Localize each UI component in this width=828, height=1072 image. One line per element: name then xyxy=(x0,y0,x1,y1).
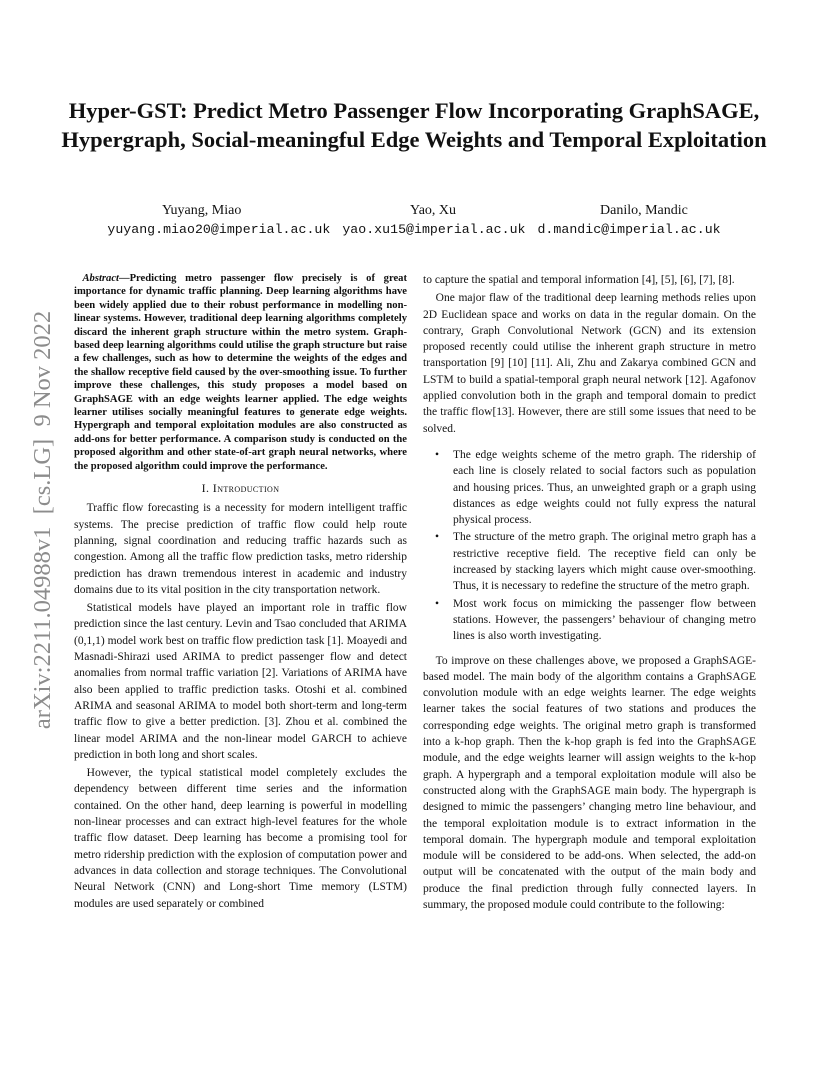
bullet-glyph: • xyxy=(435,597,440,610)
author-email: yuyang.miao20@imperial.ac.uk xyxy=(107,222,331,237)
arxiv-side-stamp xyxy=(10,290,70,750)
author-name: Yuyang, Miao xyxy=(162,203,242,218)
body-paragraph: One major flaw of the traditional deep learning methods relies upon 2D Euclidean space and works on data in the regular domain. On the contrary, Graph Convolutional Network (GCN) and its extension proposed recently could utilise the inherent graph structure in metro transportation [9] [10] [11]. Ali, Zhu and Zakarya combined GCN and LSTM to build a spatial-temporal graph neural network [12]. Agafonov applied convolution both in the graph and temporal domain to predict the traffic flow[13]. However, there are still some issues that need to be solved. xyxy=(423,292,756,435)
bullet-glyph: • xyxy=(435,531,440,544)
author-email: d.mandic@imperial.ac.uk xyxy=(537,222,721,237)
list-item xyxy=(435,596,756,645)
arxiv-stamp-text: arXiv:2211.04988v1 [cs.LG] 9 Nov 2022 xyxy=(29,310,56,730)
section-heading: I. Introduction xyxy=(201,481,280,496)
author-email: yao.xu15@imperial.ac.uk xyxy=(342,222,526,237)
abstract-dash: — xyxy=(118,273,130,284)
body-paragraph: To improve on these challenges above, we proposed a GraphSAGE-based model. The main body of the algorithm contains a GraphSAGE convolution module with an edge weights learner. The edge weights learner takes the social features of two stations and produces the corresponding edge weights. The original metro graph is transformed into a k-hop graph. Then the k-hop graph is fed into the GraphSAGE module, and the edge weights learner will assign weights to the k-hop graph. A hypergraph and a temporal exploitation module will also be constructed along with the GraphSAGE main body. The hypergraph is designed to mimic the passengers’ changing metro line behaviour, and the temporal exploitation module is to extract information in the temporal domain. The hypergraph module and temporal exploitation module will be considered to be add-ons. When selected, the add-on output will be concatenated with the output of the main body and produce the final prediction through fully connected layers. In summary, the proposed module could contribute to the following: xyxy=(423,654,756,911)
intro-paragraph: Traffic flow forecasting is a necessity for modern intelligent traffic systems. The precise prediction of traffic flow could help route planning, signal coordination and reducing traffic hazards such as congestion. Among all the traffic flow prediction tasks, metro ridership prediction has drawn tremendous interest in academic and industry domains due to its vital position in the city transportation network. xyxy=(74,502,407,596)
list-item-text: The structure of the metro graph. The original metro graph has a restrictive receptive field. The receptive field can only be increased by stacking layers which might cause over-smoothing. Thus, it is necessary to redefine the structure of the metro graph. xyxy=(453,531,756,593)
body-paragraph: to capture the spatial and temporal information [4], [5], [6], [7], [8]. xyxy=(423,274,735,286)
abstract-text: Predicting metro passenger flow precisely is of great importance for dynamic traffic planning. Deep learning algorithms have been widely applied due to their robust performance in modelling non-linear systems. However, traditional deep learning algorithms completely discard the inherent graph structure within the metro system. Graph-based deep learning algorithms could utilise the graph structure but raise a few challenges, such as how to determine the weights of the edges and the shallow receptive field caused by the over-smoothing issue. To further improve these challenges, this study proposes a model based on GraphSAGE with an edge weights learner applied. The edge weights learner utilises socially meaningful features to generate edge weights. Hypergraph and temporal exploitation modules are also constructed as add-ons for better performance. A comparison study is conducted on the proposed algorithm and other state-of-art graph neural networks, where the proposed algorithm could improve the performance. xyxy=(74,273,407,472)
list-item-text: Most work focus on mimicking the passenger flow between stations. However, the passengers’ behaviour of changing metro lines is also worth investigating. xyxy=(453,597,756,643)
right-column xyxy=(423,272,756,915)
list-item xyxy=(435,529,756,594)
challenges-list xyxy=(423,447,756,645)
author-name: Danilo, Mandic xyxy=(600,203,688,218)
left-column xyxy=(74,272,407,914)
abstract-label: Abstract xyxy=(82,273,119,284)
intro-paragraph: Statistical models have played an important role in traffic flow prediction since the last century. Levin and Tsao concluded that ARIMA (0,1,1) model work best on traffic flow prediction task [1]. Moayedi and Masnadi-Shirazi used ARIMA to predict passenger flow and detect anomalies from normal traffic variation [2]. Variations of ARIMA have also been applied to traffic prediction tasks. Otoshi et al. combined ARIMA and seasonal ARIMA to model both short-term and long-term traffic flow to give a better prediction. [3]. Zhou et al. combined the linear model ARIMA and the non-linear model GARCH to achieve prediction in both long and short scales. xyxy=(74,602,407,761)
author-emails xyxy=(60,222,768,237)
paper-title: Hyper-GST: Predict Metro Passenger Flow Incorporating GraphSAGE, Hypergraph, Social-meaningful Edge Weights and Temporal Exploitation xyxy=(61,98,767,152)
list-item-text: The edge weights scheme of the metro graph. The ridership of each line is closely related to social factors such as population and housing prices. Thus, an unweighted graph or a graph using distances as edge weights could not fully express the natural physical process. xyxy=(453,448,756,527)
abstract xyxy=(74,272,407,473)
bullet-glyph: • xyxy=(435,448,440,461)
intro-paragraph: However, the typical statistical model completely excludes the dependency between different time series and the information contained. On the other hand, deep learning is powerful in modelling non-linear processes and can extract high-level features for the whole traffic flow dataset. Deep learning has become a promising tool for metro ridership prediction with the explosion of computation power and advances in data collection and storage techniques. The Convolutional Neural Network (CNN) and Long-short Time memory (LSTM) modules are used separately or combined xyxy=(74,767,407,910)
author-name: Yao, Xu xyxy=(410,203,457,218)
list-item xyxy=(435,447,756,528)
